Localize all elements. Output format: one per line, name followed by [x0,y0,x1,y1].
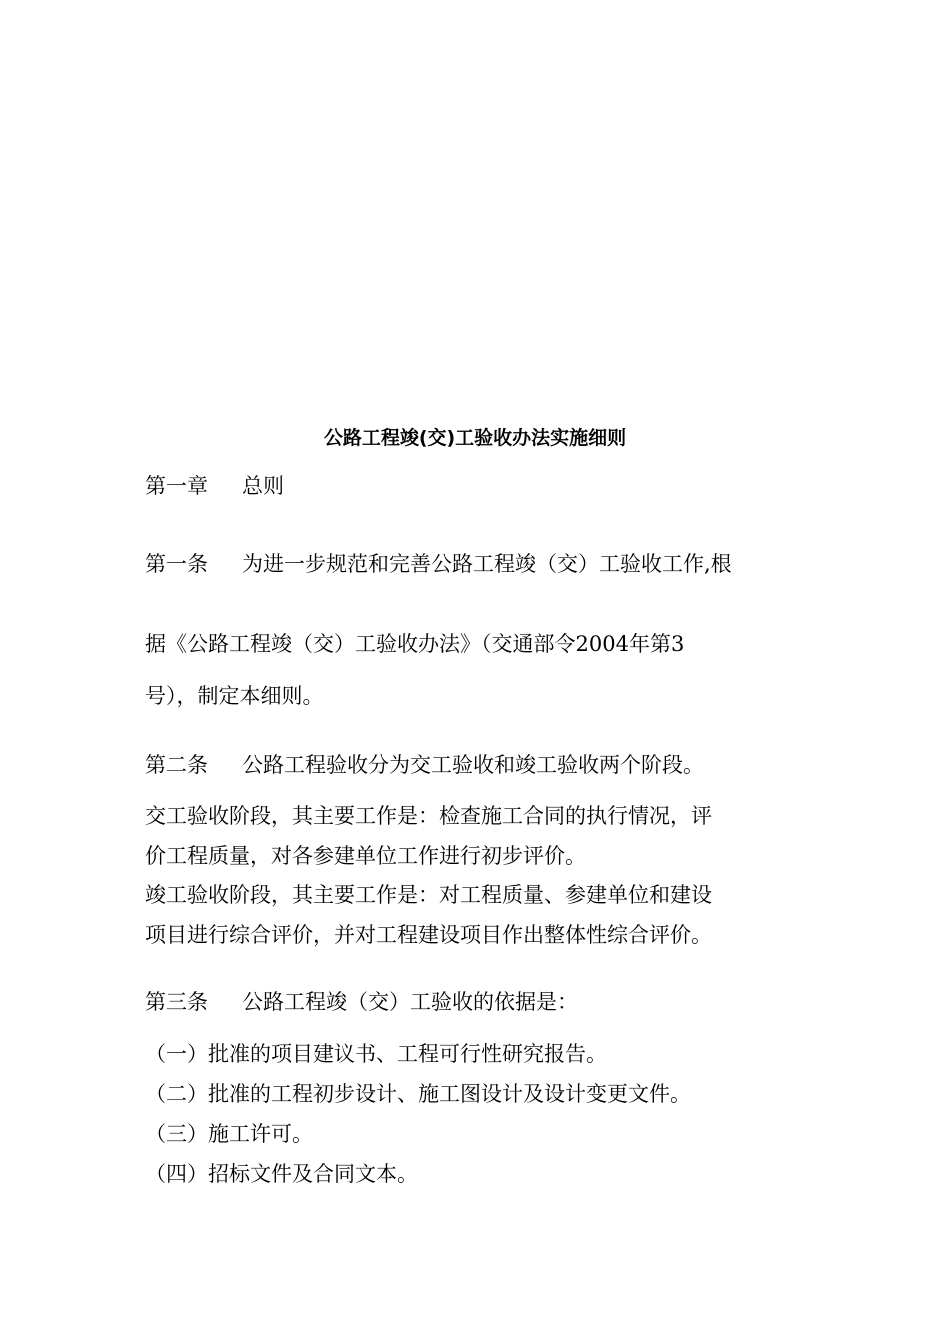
article1-text: 为进一步规范和完善公路工程竣（交）工验收工作,根 [242,552,732,576]
article3-item-3: （三）施工许可。 [145,1122,313,1146]
article2-label: 第二条 [145,753,208,777]
article2-line1 [145,750,704,780]
article1-label: 第一条 [145,552,208,576]
article3-item-1: （一）批准的项目建议书、工程可行性研究报告。 [145,1042,607,1066]
article3-line1 [145,987,578,1017]
article3-text: 公路工程竣（交）工验收的依据是： [242,990,578,1014]
chapter-heading [145,471,284,501]
article2-text: 公路工程验收分为交工验收和竣工验收两个阶段。 [242,753,704,777]
article3-item-4: （四）招标文件及合同文本。 [145,1162,418,1186]
article2-paragraph2-line1: 竣工验收阶段，其主要工作是：对工程质量、参建单位和建设 [145,883,712,907]
article2-paragraph2-line2: 项目进行综合评价，并对工程建设项目作出整体性综合评价。 [145,923,712,947]
article3-item-2: （二）批准的工程初步设计、施工图设计及设计变更文件。 [145,1082,691,1106]
article1-line2: 据《公路工程竣（交）工验收办法》（交通部令2004年第3 [145,632,685,656]
article2-paragraph1-line2: 价工程质量，对各参建单位工作进行初步评价。 [145,844,586,868]
chapter-name: 总则 [242,474,284,498]
chapter-number: 第一章 [145,474,208,498]
document-title: 公路工程竣(交)工验收办法实施细则 [323,427,627,449]
article3-label: 第三条 [145,990,208,1014]
article1-line1 [145,549,732,579]
article2-paragraph1-line1: 交工验收阶段，其主要工作是：检查施工合同的执行情况，评 [145,804,712,828]
article1-line3: 号），制定本细则。 [145,684,324,708]
